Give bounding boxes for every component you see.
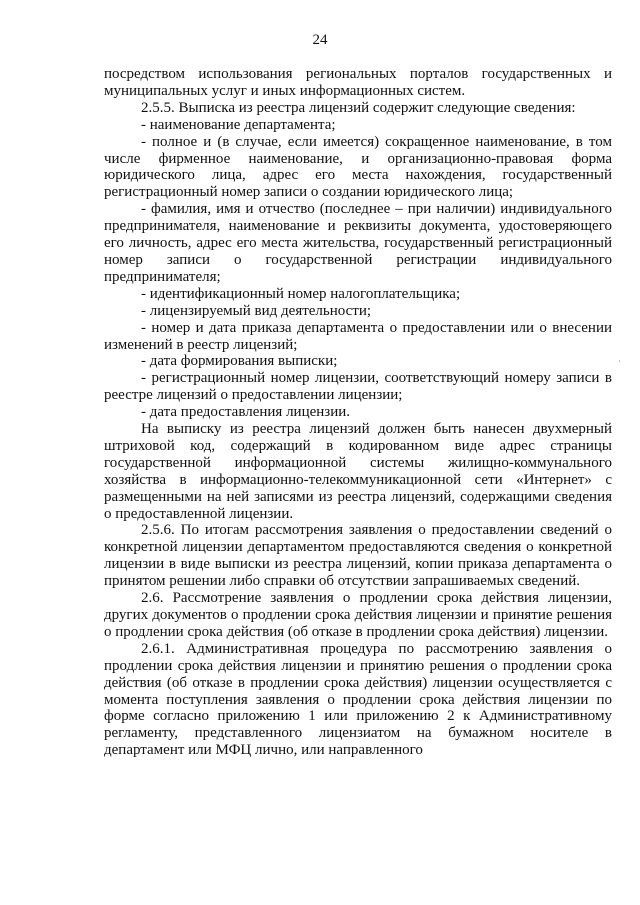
scan-artifact	[619, 360, 620, 362]
list-item: - лицензируемый вид деятельности;	[141, 302, 372, 319]
paragraph-section-2-6: 2.6. Рассмотрение заявления о продлении срока действия лицензии, других документов о продлении срока действия лицензии и принятие решения о продлении срока действия (об отказе в продлении срока действия) лицензии.	[104, 590, 612, 640]
list-item: - наименование департамента;	[141, 116, 336, 133]
list-item: - идентификационный номер налогоплательщика;	[141, 285, 461, 302]
list-item: - дата формирования выписки;	[141, 353, 338, 370]
paragraph-section-2-5-6: 2.5.6. По итогам рассмотрения заявления о предоставлении сведений о конкретной лицензии департаментом предоставляются сведения о конкретной лицензии в виде выписки из реестра лицензий, копии приказа департамента о принятом решении либо справки об отсутствии запрашиваемых сведений.	[104, 522, 612, 590]
list-item: - фамилия, имя и отчество (последнее – при наличии) индивидуального предпринимателя, наименование и реквизиты документа, удостоверяющего его личность, адрес его места жительства, государственный регистрационный номер записи о государственной регистрации индивидуального предпринимателя;	[104, 201, 612, 285]
document-body	[104, 66, 612, 759]
paragraph-section-2-5-5: 2.5.5. Выписка из реестра лицензий содержит следующие сведения:	[141, 99, 576, 116]
paragraph-continuation: посредством использования региональных порталов государственных и муниципальных услуг и иных информационных систем.	[104, 66, 612, 99]
paragraph-barcode: На выписку из реестра лицензий должен быть нанесен двухмерный штриховой код, содержащий в кодированном виде адрес страницы государственной информационной системы жилищно-коммунального хозяйства в информационно-телекоммуникационной сети «Интернет» с размещенными на ней записями из реестра лицензий, содержащими сведения о предоставленной лицензии.	[104, 421, 612, 522]
list-item: - полное и (в случае, если имеется) сокращенное наименование, в том числе фирменное наименование, и организационно-правовая форма юридического лица, адрес его места нахождения, государственный регистрационный номер записи о создании юридического лица;	[104, 133, 612, 201]
list-item: - дата предоставления лицензии.	[141, 404, 351, 421]
list-item: - номер и дата приказа департамента о предоставлении или о внесении изменений в реестр лицензий;	[104, 319, 612, 353]
list-item: - регистрационный номер лицензии, соответствующий номеру записи в реестре лицензий о предоставлении лицензии;	[104, 370, 612, 404]
paragraph-section-2-6-1: 2.6.1. Административная процедура по рассмотрению заявления о продлении срока действия лицензии и принятию решения о продлении срока действия (об отказе в продлении срока действия) лицензии осуществляется с момента поступления заявления о продлении срока действия лицензии по форме согласно приложению 1 или приложению 2 к Административному регламенту, представленного лицензиатом на бумажном носителе в департамент или МФЦ лично, или направленного	[104, 640, 612, 759]
page-number: 24	[312, 32, 328, 48]
